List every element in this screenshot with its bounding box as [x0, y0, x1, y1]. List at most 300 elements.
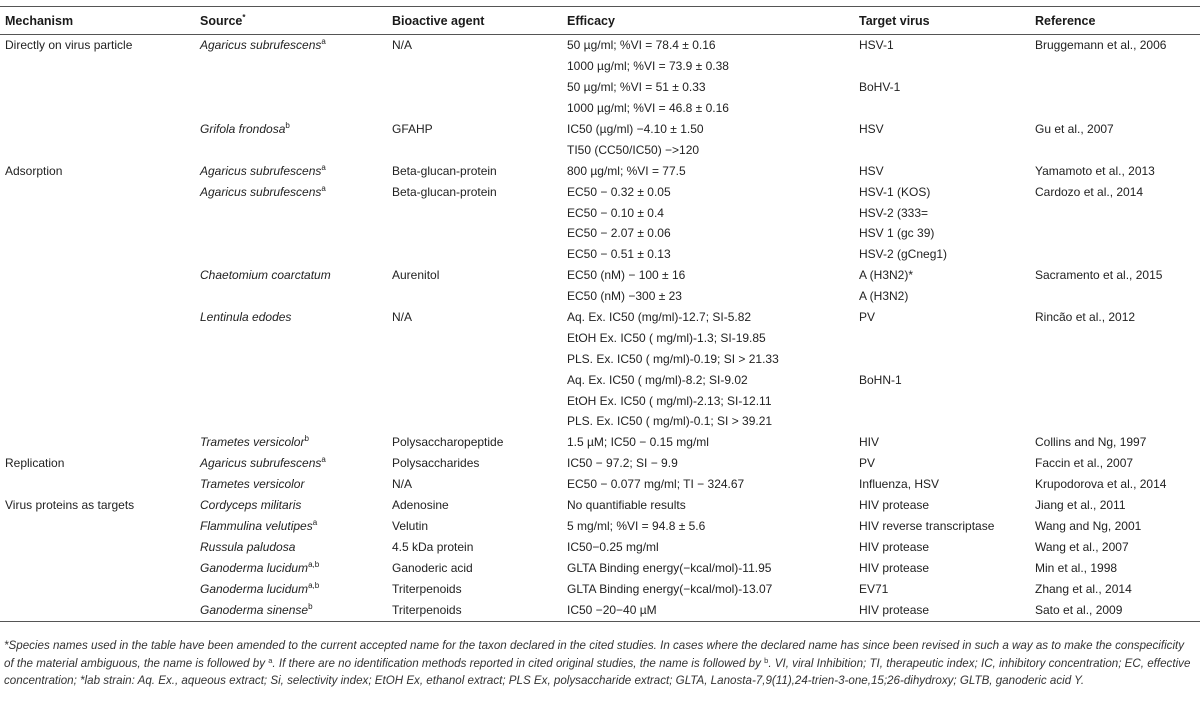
mechanism-cell: [0, 202, 195, 223]
source-footnote-mark: a: [312, 517, 318, 527]
target-cell-text: HIV reverse transcriptase: [859, 518, 995, 533]
agent-cell-text: GFAHP: [392, 122, 433, 136]
efficacy-cell: [562, 223, 854, 244]
reference-cell: [1030, 453, 1200, 474]
agent-cell: [387, 495, 562, 516]
efficacy-cell-text: 1000 µg/ml; %VI = 73.9 ± 0.38: [567, 59, 729, 74]
source-cell: [195, 348, 387, 369]
reference-cell-text: Rincão et al., 2012: [1035, 310, 1136, 325]
efficacy-cell: [562, 265, 854, 286]
source-cell: [195, 432, 387, 453]
mechanism-cell: [0, 536, 195, 557]
target-cell: [854, 119, 1030, 140]
agent-cell: [387, 578, 562, 599]
reference-cell: [1030, 119, 1200, 140]
efficacy-cell-text: GLTA Binding energy(−kcal/mol)-13.07: [567, 581, 773, 596]
reference-cell-text: Gu et al., 2007: [1035, 122, 1114, 136]
efficacy-cell: [562, 307, 854, 328]
efficacy-cell: [562, 181, 854, 202]
source-cell: [195, 578, 387, 599]
source-footnote-mark: a: [321, 162, 326, 172]
source-footnote-mark: a: [321, 37, 326, 47]
efficacy-cell-text: 5 mg/ml; %VI = 94.8 ± 5.6: [567, 518, 706, 533]
agent-cell-text: Polysaccharopeptide: [392, 435, 504, 450]
efficacy-cell-text: EC50 (nM) −300 ± 23: [567, 289, 682, 304]
efficacy-cell: [562, 536, 854, 557]
target-cell: [854, 286, 1030, 307]
source-footnote-mark: a: [321, 183, 326, 193]
reference-cell: [1030, 495, 1200, 516]
reference-cell: [1030, 265, 1200, 286]
reference-cell: [1030, 327, 1200, 348]
agent-cell: [387, 390, 562, 411]
reference-cell-text: Wang and Ng, 2001: [1035, 518, 1142, 533]
source-cell: [195, 390, 387, 411]
reference-cell-text: Min et al., 1998: [1035, 560, 1118, 575]
mechanism-cell-text: Adsorption: [5, 163, 63, 178]
efficacy-cell-text: TI50 (CC50/IC50) −>120: [567, 142, 700, 157]
footnote-sup-b: b: [764, 655, 769, 665]
table-row: [0, 327, 1200, 348]
efficacy-cell-text: 50 µg/ml; %VI = 51 ± 0.33: [567, 80, 706, 95]
source-cell-text: Flammulina velutipes: [200, 518, 313, 533]
target-cell-text: Influenza, HSV: [859, 477, 940, 492]
mechanism-cell: [0, 599, 195, 622]
agent-cell-text: Triterpenoids: [392, 603, 462, 618]
table-row: [0, 56, 1200, 77]
efficacy-cell-text: No quantifiable results: [567, 498, 686, 513]
agent-cell: [387, 369, 562, 390]
reference-cell: [1030, 160, 1200, 181]
source-cell-text: Agaricus subrufescens: [200, 184, 322, 199]
source-cell-text: Ganoderma lucidum: [200, 560, 309, 575]
source-cell: [195, 327, 387, 348]
table-row: [0, 453, 1200, 474]
agent-cell: [387, 411, 562, 432]
source-footnote-mark: b: [285, 121, 290, 130]
efficacy-cell: [562, 557, 854, 578]
target-cell: [854, 578, 1030, 599]
table-row: [0, 286, 1200, 307]
efficacy-cell: [562, 327, 854, 348]
target-cell: [854, 139, 1030, 160]
source-cell: [195, 77, 387, 98]
efficacy-cell-text: EC50 − 0.10 ± 0.4: [567, 205, 664, 220]
source-cell: [195, 160, 387, 181]
mechanism-cell: [0, 286, 195, 307]
target-cell-text: HSV: [859, 163, 884, 178]
target-cell-text: HIV protease: [859, 560, 930, 575]
target-cell-text: HSV-1: [859, 38, 894, 53]
mechanism-cell: [0, 557, 195, 578]
agent-cell: [387, 307, 562, 328]
reference-cell: [1030, 515, 1200, 536]
target-cell: [854, 536, 1030, 557]
target-cell: [854, 390, 1030, 411]
footnote-part-1: *Species names used in the table have been amended to the current accepted name for the taxon declared in the cited studies. In cases where the declared name has since been revised in such a way as to make the conspecificity of the material ambiguous, the name is followed by: [4, 639, 1185, 670]
reference-cell-text: Wang et al., 2007: [1035, 539, 1129, 554]
mechanism-cell: [0, 307, 195, 328]
table-row: [0, 160, 1200, 181]
efficacy-cell-text: IC50−0.25 mg/ml: [567, 539, 659, 554]
table-row: [0, 181, 1200, 202]
footnote-part-2: . If there are no identification methods reported in cited original studies, the name is followed by: [272, 656, 765, 670]
reference-cell-text: Krupodorova et al., 2014: [1035, 477, 1167, 492]
source-footnote-mark: b: [308, 602, 313, 612]
efficacy-cell-text: 800 µg/ml; %VI = 77.5: [567, 163, 686, 178]
agent-cell: [387, 557, 562, 578]
efficacy-cell: [562, 474, 854, 495]
source-cell: [195, 536, 387, 557]
agent-cell: [387, 56, 562, 77]
reference-cell: [1030, 432, 1200, 453]
table-header: [0, 7, 1200, 35]
efficacy-cell: [562, 35, 854, 56]
source-cell-text: Agaricus subrufescens: [200, 38, 322, 53]
reference-cell-text: Zhang et al., 2014: [1035, 581, 1132, 596]
target-cell-text: HIV protease: [859, 539, 930, 554]
mechanism-cell: [0, 474, 195, 495]
mechanism-cell: [0, 223, 195, 244]
efficacy-cell: [562, 578, 854, 599]
reference-cell: [1030, 35, 1200, 56]
reference-cell: [1030, 307, 1200, 328]
header-mechanism: Mechanism: [5, 13, 74, 28]
table-row: [0, 390, 1200, 411]
agent-cell: [387, 119, 562, 140]
agent-cell: [387, 453, 562, 474]
source-cell-text: Trametes versicolor: [200, 435, 305, 450]
agent-cell: [387, 265, 562, 286]
efficacy-cell: [562, 139, 854, 160]
mechanism-cell: [0, 432, 195, 453]
source-cell: [195, 98, 387, 119]
efficacy-cell: [562, 119, 854, 140]
reference-cell: [1030, 536, 1200, 557]
efficacy-cell: [562, 369, 854, 390]
table-row: [0, 474, 1200, 495]
efficacy-cell-text: EtOH Ex. IC50 ( mg/ml)-1.3; SI-19.85: [567, 330, 766, 345]
header-source: [195, 7, 387, 35]
efficacy-cell-text: EC50 − 2.07 ± 0.06: [567, 226, 671, 241]
source-footnote-mark: a,b: [308, 580, 320, 590]
source-cell: [195, 181, 387, 202]
target-cell-text: HSV 1 (gc 39): [859, 226, 935, 241]
reference-cell: [1030, 202, 1200, 223]
target-cell-text: A (H3N2)*: [859, 268, 914, 283]
efficacy-cell: [562, 453, 854, 474]
agent-cell: [387, 244, 562, 265]
reference-cell: [1030, 578, 1200, 599]
table-row: [0, 307, 1200, 328]
mechanism-cell: [0, 369, 195, 390]
agent-cell: [387, 327, 562, 348]
source-cell: [195, 119, 387, 140]
source-cell-text: Trametes versicolor: [200, 477, 305, 492]
reference-cell: [1030, 348, 1200, 369]
target-cell: [854, 599, 1030, 622]
agent-cell: [387, 202, 562, 223]
efficacy-cell: [562, 495, 854, 516]
efficacy-cell: [562, 160, 854, 181]
source-cell: [195, 202, 387, 223]
table-row: [0, 98, 1200, 119]
efficacy-cell: [562, 77, 854, 98]
target-cell: [854, 307, 1030, 328]
agent-cell: [387, 77, 562, 98]
mechanism-cell: [0, 139, 195, 160]
mechanism-cell: [0, 578, 195, 599]
target-cell: [854, 244, 1030, 265]
mechanism-cell: [0, 35, 195, 56]
source-cell: [195, 515, 387, 536]
source-cell: [195, 307, 387, 328]
efficacy-cell-text: EC50 (nM) − 100 ± 16: [567, 268, 686, 283]
source-footnote-mark: b: [304, 434, 309, 444]
source-cell-text: Lentinula edodes: [200, 310, 292, 325]
target-cell: [854, 369, 1030, 390]
table-row: [0, 536, 1200, 557]
mechanism-cell: [0, 244, 195, 265]
mechanism-cell: [0, 181, 195, 202]
efficacy-cell: [562, 390, 854, 411]
table-row: [0, 348, 1200, 369]
reference-cell: [1030, 56, 1200, 77]
table-row: [0, 202, 1200, 223]
target-cell: [854, 453, 1030, 474]
reference-cell: [1030, 139, 1200, 160]
reference-cell-text: Collins and Ng, 1997: [1035, 435, 1147, 450]
efficacy-cell-text: PLS. Ex. IC50 ( mg/ml)-0.1; SI > 39.21: [567, 414, 773, 429]
target-cell: [854, 202, 1030, 223]
source-cell: [195, 495, 387, 516]
reference-cell: [1030, 390, 1200, 411]
efficacy-cell: [562, 515, 854, 536]
agent-cell-text: Velutin: [392, 518, 429, 533]
efficacy-cell: [562, 411, 854, 432]
table-row: [0, 223, 1200, 244]
target-cell: [854, 56, 1030, 77]
reference-cell-text: Jiang et al., 2011: [1035, 498, 1126, 513]
reference-cell: [1030, 599, 1200, 622]
agent-cell-text: N/A: [392, 38, 413, 53]
target-cell: [854, 432, 1030, 453]
reference-cell-text: Yamamoto et al., 2013: [1035, 163, 1155, 178]
mechanism-cell-text: Replication: [5, 456, 65, 471]
source-cell-text: Chaetomium coarctatum: [200, 268, 331, 283]
source-cell-text: Cordyceps militaris: [200, 498, 302, 513]
mechanism-cell: [0, 77, 195, 98]
header-efficacy: Efficacy: [567, 13, 615, 28]
table-row: [0, 77, 1200, 98]
table-row: [0, 411, 1200, 432]
source-cell: [195, 411, 387, 432]
antiviral-table: [0, 6, 1200, 622]
efficacy-cell-text: IC50 (µg/ml) −4.10 ± 1.50: [567, 122, 704, 136]
efficacy-cell-text: IC50 − 97.2; SI − 9.9: [567, 456, 678, 471]
target-cell-text: HIV: [859, 435, 880, 450]
reference-cell: [1030, 181, 1200, 202]
table-row: [0, 557, 1200, 578]
agent-cell: [387, 286, 562, 307]
target-cell: [854, 474, 1030, 495]
target-cell: [854, 160, 1030, 181]
efficacy-cell: [562, 286, 854, 307]
source-cell-text: Agaricus subrufescens: [200, 163, 322, 178]
target-cell-text: BoHV-1: [859, 80, 901, 95]
efficacy-cell-text: 1000 µg/ml; %VI = 46.8 ± 0.16: [567, 101, 729, 116]
efficacy-cell-text: EC50 − 0.32 ± 0.05: [567, 184, 671, 199]
table-row: [0, 265, 1200, 286]
mechanism-cell: [0, 390, 195, 411]
table-row: [0, 599, 1200, 622]
source-cell: [195, 369, 387, 390]
table-row: [0, 369, 1200, 390]
target-cell-text: HIV protease: [859, 498, 930, 513]
footnote-sup-a: a: [268, 655, 273, 665]
efficacy-cell-text: Aq. Ex. IC50 ( mg/ml)-8.2; SI-9.02: [567, 372, 748, 387]
reference-cell-text: Sacramento et al., 2015: [1035, 268, 1163, 283]
agent-cell: [387, 160, 562, 181]
mechanism-cell: [0, 348, 195, 369]
efficacy-cell-text: IC50 −20−40 µM: [567, 603, 657, 618]
agent-cell: [387, 474, 562, 495]
reference-cell: [1030, 77, 1200, 98]
mechanism-cell: [0, 495, 195, 516]
source-cell-text: Russula paludosa: [200, 539, 296, 554]
header-source-mark: *: [242, 12, 246, 22]
efficacy-cell: [562, 56, 854, 77]
agent-cell: [387, 536, 562, 557]
target-cell: [854, 557, 1030, 578]
header-agent: Bioactive agent: [392, 13, 485, 28]
agent-cell-text: Beta-glucan-protein: [392, 184, 497, 199]
source-cell: [195, 265, 387, 286]
target-cell: [854, 348, 1030, 369]
mechanism-cell: [0, 453, 195, 474]
table-row: [0, 515, 1200, 536]
table-body: [0, 35, 1200, 622]
target-cell: [854, 181, 1030, 202]
target-cell: [854, 515, 1030, 536]
reference-cell: [1030, 223, 1200, 244]
efficacy-cell: [562, 599, 854, 622]
mechanism-cell: [0, 98, 195, 119]
mechanism-cell: [0, 515, 195, 536]
header-target: Target virus: [859, 13, 930, 28]
agent-cell-text: Polysaccharides: [392, 456, 480, 471]
efficacy-cell: [562, 432, 854, 453]
table-row: [0, 119, 1200, 140]
efficacy-cell: [562, 98, 854, 119]
footnote-part-3: . VI, viral Inhibition; TI, therapeutic index; IC, inhibitory concentration; EC, effective concentration; *lab strain: Aq. Ex., aqueous extract; Si, selectivity index; EtOH Ex, ethanol extract; PLS Ex, polysaccharide extract; GLTA, Lanosta-7,9(11),24-trien-3-one,15;26-dihydroxy; GLTB, ganoderic acid Y.: [4, 656, 1191, 688]
agent-cell-text: N/A: [392, 477, 413, 492]
agent-cell: [387, 599, 562, 622]
target-cell-text: HSV: [859, 122, 884, 136]
source-footnote-mark: a,b: [308, 559, 320, 569]
target-cell: [854, 35, 1030, 56]
header-source-label: Source: [200, 13, 243, 28]
efficacy-cell-text: EtOH Ex. IC50 ( mg/ml)-2.13; SI-12.11: [567, 393, 772, 408]
mechanism-cell: [0, 160, 195, 181]
source-cell: [195, 557, 387, 578]
source-footnote-mark: a: [321, 455, 326, 465]
table-row: [0, 495, 1200, 516]
target-cell: [854, 327, 1030, 348]
efficacy-cell-text: 50 µg/ml; %VI = 78.4 ± 0.16: [567, 38, 716, 53]
source-cell: [195, 286, 387, 307]
agent-cell: [387, 181, 562, 202]
header-reference: Reference: [1035, 13, 1096, 28]
target-cell-text: HIV protease: [859, 603, 930, 618]
agent-cell: [387, 515, 562, 536]
target-cell: [854, 411, 1030, 432]
source-cell-text: Ganoderma lucidum: [200, 581, 309, 596]
target-cell-text: PV: [859, 310, 876, 325]
mechanism-cell: [0, 265, 195, 286]
source-cell-text: Grifola frondosa: [200, 122, 286, 136]
reference-cell-text: Cardozo et al., 2014: [1035, 184, 1144, 199]
source-cell: [195, 139, 387, 160]
reference-cell: [1030, 474, 1200, 495]
reference-cell: [1030, 98, 1200, 119]
table-row: [0, 35, 1200, 56]
reference-cell: [1030, 286, 1200, 307]
source-cell: [195, 474, 387, 495]
source-cell-text: Ganoderma sinense: [200, 603, 309, 618]
efficacy-cell-text: 1.5 µM; IC50 − 0.15 mg/ml: [567, 435, 709, 450]
reference-cell: [1030, 369, 1200, 390]
reference-cell: [1030, 411, 1200, 432]
efficacy-cell-text: PLS. Ex. IC50 ( mg/ml)-0.19; SI > 21.33: [567, 351, 779, 366]
efficacy-cell-text: EC50 − 0.077 mg/ml; TI − 324.67: [567, 477, 745, 492]
agent-cell: [387, 432, 562, 453]
target-cell-text: EV71: [859, 581, 889, 596]
efficacy-cell: [562, 348, 854, 369]
target-cell: [854, 223, 1030, 244]
agent-cell: [387, 348, 562, 369]
source-cell: [195, 223, 387, 244]
agent-cell: [387, 98, 562, 119]
agent-cell-text: Adenosine: [392, 498, 449, 513]
reference-cell-text: Faccin et al., 2007: [1035, 456, 1134, 471]
reference-cell-text: Sato et al., 2009: [1035, 603, 1123, 618]
target-cell-text: PV: [859, 456, 876, 471]
mechanism-cell: [0, 119, 195, 140]
target-cell: [854, 495, 1030, 516]
agent-cell-text: Triterpenoids: [392, 581, 462, 596]
table-row: [0, 432, 1200, 453]
table-row: [0, 578, 1200, 599]
mechanism-cell: [0, 411, 195, 432]
target-cell: [854, 265, 1030, 286]
efficacy-cell-text: EC50 − 0.51 ± 0.13: [567, 247, 671, 262]
source-cell: [195, 35, 387, 56]
reference-cell: [1030, 557, 1200, 578]
target-cell-text: HSV-2 (333=: [859, 205, 929, 220]
mechanism-cell-text: Virus proteins as targets: [5, 498, 135, 513]
target-cell-text: BoHN-1: [859, 372, 902, 387]
efficacy-cell: [562, 244, 854, 265]
efficacy-cell-text: GLTA Binding energy(−kcal/mol)-11.95: [567, 560, 772, 575]
efficacy-cell: [562, 202, 854, 223]
agent-cell-text: Ganoderic acid: [392, 560, 473, 575]
source-cell: [195, 244, 387, 265]
table-row: [0, 139, 1200, 160]
source-cell-text: Agaricus subrufescens: [200, 456, 322, 471]
source-cell: [195, 599, 387, 622]
agent-cell-text: N/A: [392, 310, 413, 325]
